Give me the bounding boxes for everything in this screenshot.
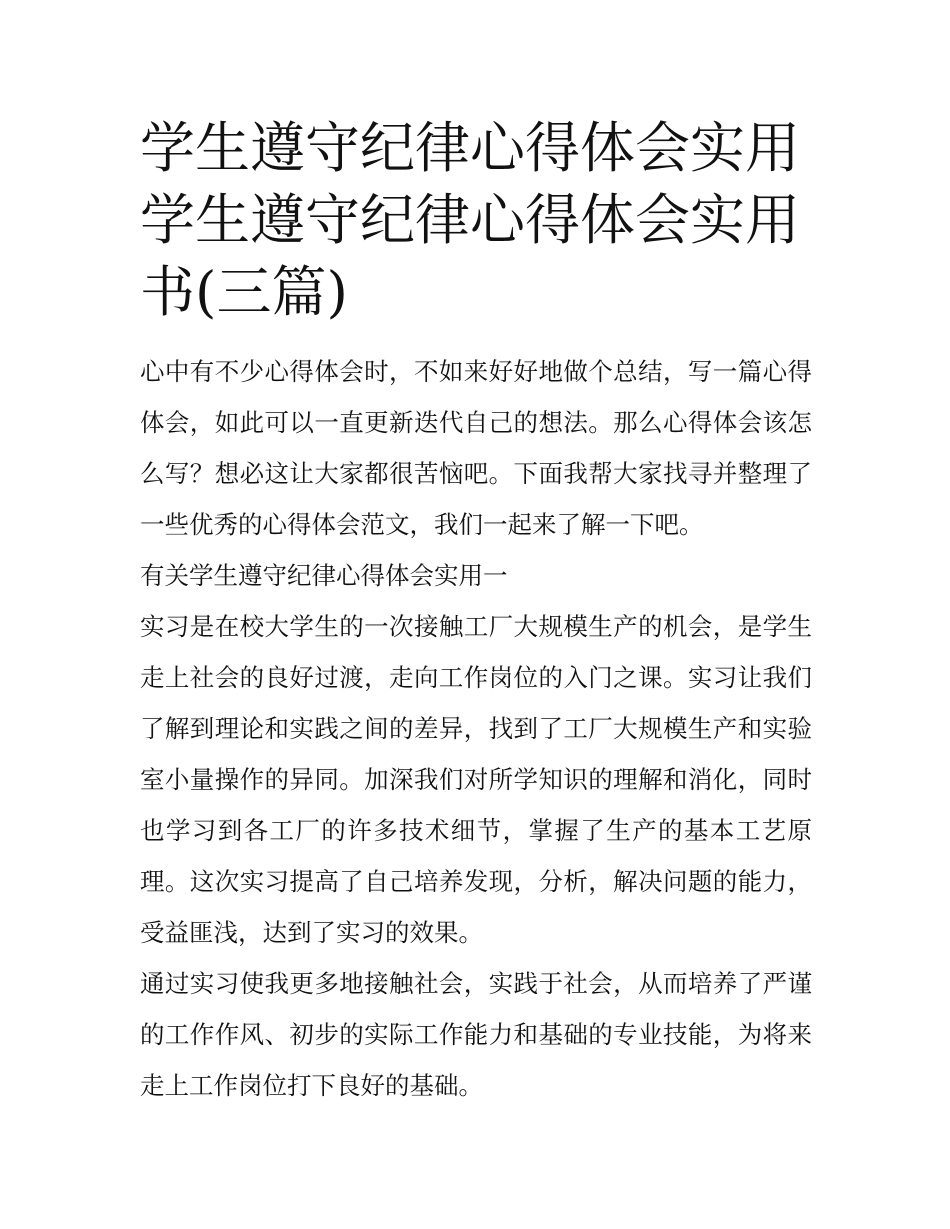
body-paragraph: 通过实习使我更多地接触社会，实践于社会，从而培养了严谨的工作作风、初步的实际工作能力和基础的专业技能，为将来走上工作岗位打下良好的基础。 xyxy=(140,969,812,1100)
document-title: 学生遵守纪律心得体会实用 学生遵守纪律心得体会实用书(三篇) xyxy=(140,116,801,324)
document-page xyxy=(140,112,812,1111)
intro-paragraph: 心中有不少心得体会时，不如来好好地做个总结，写一篇心得体会，如此可以一直更新迭代自己的想法。那么心得体会该怎么写？想必这让大家都很苦恼吧。下面我帮大家找寻并整理了一些优秀的心得体会范文，我们一起来了解一下吧。 xyxy=(140,357,812,539)
section-heading: 有关学生遵守纪律心得体会实用一 xyxy=(140,561,508,590)
body-paragraph: 实习是在校大学生的一次接触工厂大规模生产的机会，是学生走上社会的良好过渡，走向工作岗位的入门之课。实习让我们了解到理论和实践之间的差异，找到了工厂大规模生产和实验室小量操作的异同。加深我们对所学知识的理解和消化，同时也学习到各工厂的许多技术细节，掌握了生产的基本工艺原理。这次实习提高了自己培养发现，分析，解决问题的能力，受益匪浅，达到了实习的效果。 xyxy=(140,612,812,947)
